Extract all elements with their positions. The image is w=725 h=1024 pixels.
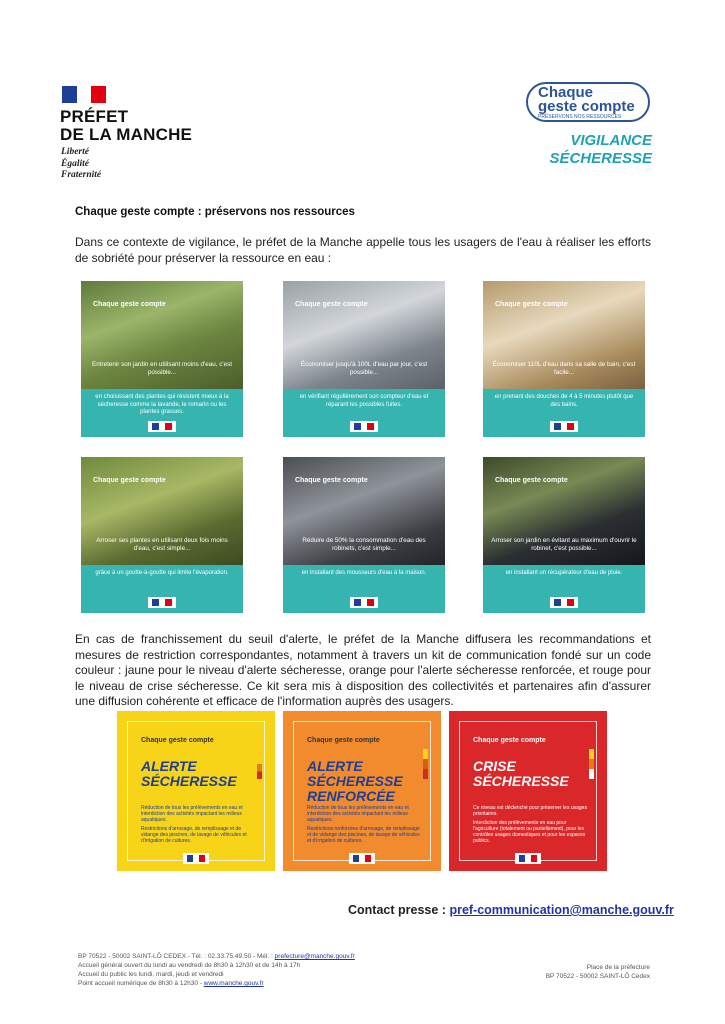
vigilance-line-1: VIGILANCE	[570, 132, 652, 149]
tile-advice: en installant des mousseurs d'eau à la maison.	[301, 570, 427, 576]
card-title-line-1: CRISE	[473, 758, 516, 774]
section-title: Chaque geste compte : préservons nos ressources	[75, 206, 355, 218]
campaign-logo-line-2: geste compte	[538, 98, 635, 115]
card-bullet-2: Restrictions renforcées d'arrosage, de remplissage et de vidange des piscines, de lavage de véhicules et d'irrigation de cultures.	[307, 826, 420, 844]
tile-caption: Économiser jusqu'à 100L d'eau par jour, c'est possible...	[300, 361, 428, 376]
card-bullets	[141, 805, 259, 847]
card-bullets	[307, 805, 425, 847]
footer-line-4	[78, 979, 355, 988]
tile-caption: Réduire de 50% la consommation d'eau des robinets, c'est simple...	[302, 537, 426, 552]
tile-logo: Chaque geste compte	[295, 477, 368, 484]
motto-fraternite: Fraternité	[61, 170, 102, 180]
flag-icon	[148, 421, 176, 432]
flag-icon	[550, 421, 578, 432]
motto-liberte: Liberté	[61, 147, 89, 157]
flag-icon	[183, 853, 209, 864]
card-bullet-1: Ce niveau est déclenché pour préserver les usages prioritaires.	[473, 805, 587, 817]
footer-postal	[520, 963, 650, 981]
tip-tile-rainwater	[483, 457, 645, 613]
prefecture-line-2: DE LA MANCHE	[60, 125, 193, 144]
card-title-line-1: ALERTE	[141, 758, 197, 774]
tile-caption: Entretenir son jardin en utilisant moins d'eau, c'est possible...	[92, 361, 232, 376]
footer-right-line-2: BP 70522 - 50002 SAINT-LÔ Cedex	[545, 973, 650, 980]
alert-card-red	[449, 711, 607, 871]
footer-phone-text: BP 70522 - 50002 SAINT-LÔ CEDEX - Tél. : 02.33.75.49.50 - Mél. :	[78, 953, 275, 960]
level-gauge-icon	[423, 749, 428, 779]
republic-flag-logo	[62, 86, 106, 103]
flag-icon	[349, 853, 375, 864]
campaign-logo-tagline: PRÉSERVONS NOS RESSOURCES	[538, 114, 622, 120]
tile-caption: Économiser 110L d'eau dans sa salle de bain, c'est facile...	[492, 361, 636, 376]
flag-icon	[148, 597, 176, 608]
level-gauge-icon	[257, 749, 262, 779]
tip-tile-garden	[81, 281, 243, 437]
footer-line-3: Accueil du public les lundi, mardi, jeudi et vendredi	[78, 971, 224, 978]
card-title	[473, 759, 569, 789]
footer-email-link[interactable]: prefecture@manche.gouv.fr	[274, 953, 355, 960]
campaign-logo-line-1: Chaque	[538, 84, 594, 101]
tile-logo: Chaque geste compte	[495, 301, 568, 308]
tile-logo: Chaque geste compte	[93, 301, 166, 308]
press-contact	[348, 903, 674, 917]
prefecture-line-1: PRÉFET	[60, 107, 129, 126]
tip-tile-aerator	[283, 457, 445, 613]
card-bullets	[473, 805, 591, 847]
tile-logo: Chaque geste compte	[295, 301, 368, 308]
card-title-line-2: SÉCHERESSE	[473, 773, 569, 789]
card-bullet-2: Restrictions d'arrosage, de remplissage et de vidange des piscines, de lavage de véhicules et d'irrigation de cultures.	[141, 826, 247, 844]
vigilance-line-2: SÉCHERESSE	[549, 150, 652, 167]
card-bullet-1: Réduction de tous les prélèvements en eau et interdiction des activités impactant les milieux aquatiques.	[307, 805, 409, 823]
tile-advice: grâce à un goutte-à-goutte qui limite l'évaporation.	[95, 570, 229, 576]
tile-advice: en vérifiant régulièrement son compteur d'eau et réparant les possibles fuites.	[299, 394, 429, 408]
card-logo: Chaque geste compte	[473, 737, 546, 744]
card-title-line-2: SÉCHERESSE	[141, 773, 237, 789]
alert-card-yellow	[117, 711, 275, 871]
republic-motto	[61, 147, 101, 182]
card-logo: Chaque geste compte	[141, 737, 214, 744]
tip-tile-drip	[81, 457, 243, 613]
level-gauge-icon	[589, 749, 594, 779]
tile-advice: en choisissant des plantes qui résistent mieux à la sécheresse comme la lavande, le romarin ou les plantes grasses.	[95, 394, 229, 415]
campaign-logo	[526, 82, 650, 122]
intro-paragraph: Dans ce contexte de vigilance, le préfet de la Manche appelle tous les usagers de l'eau à réaliser les efforts de sobriété pour préserver la ressource en eau :	[75, 235, 651, 265]
press-contact-label: Contact presse :	[348, 903, 446, 917]
flag-icon	[350, 421, 378, 432]
tile-logo: Chaque geste compte	[495, 477, 568, 484]
prefecture-name	[60, 108, 192, 144]
tip-tile-shower	[483, 281, 645, 437]
motto-egalite: Égalité	[61, 158, 89, 169]
card-title-line-2: SÉCHERESSE	[307, 773, 403, 789]
alert-paragraph: En cas de franchissement du seuil d'alerte, le préfet de la Manche diffusera les recommandations et mesures de restriction correspondantes, notamment à travers un kit de communication fondé sur un code couleur : jaune pour le niveau d'alerte sécheresse, orange pour l'alerte sécheresse renforcée, et rouge pour le niveau de crise sécheresse. Ce kit sera mis à disposition des collectivités et partenaires afin d'assurer une diffusion cohérente et efficace de l'information auprès des usagers.	[75, 632, 651, 708]
tile-advice: en installant un récupérateur d'eau de pluie.	[505, 570, 623, 576]
footer-hours-text: Point accueil numérique de 8h30 à 12h30 -	[78, 980, 204, 987]
flag-icon	[515, 853, 541, 864]
footer-address	[78, 952, 355, 988]
footer-right-line-1: Place de la préfecture	[586, 964, 650, 971]
card-title	[141, 759, 237, 789]
tile-caption: Arroser son jardin en évitant au maximum d'ouvrir le robinet, c'est possible...	[491, 537, 637, 552]
card-title-line-1: ALERTE	[307, 758, 363, 774]
flag-icon	[550, 597, 578, 608]
vigilance-heading	[540, 132, 652, 168]
tip-tile-leak	[283, 281, 445, 437]
card-title	[307, 759, 403, 804]
card-logo: Chaque geste compte	[307, 737, 380, 744]
alert-card-orange	[283, 711, 441, 871]
card-bullet-2: Interdiction des prélèvements en eau pour l'agriculture (totalement ou partiellement), pour les contrôles usages domestiques et pour les espaces publics.	[473, 820, 586, 844]
footer-line-2: Accueil général ouvert du lundi au vendredi de 8h30 à 12h30 et de 14h à 17h	[78, 962, 301, 969]
tile-logo: Chaque geste compte	[93, 477, 166, 484]
flag-icon	[350, 597, 378, 608]
card-title-line-3: RENFORCÉE	[307, 788, 395, 804]
tile-advice: en prenant des douches de 4 à 5 minutes plutôt que des bains.	[494, 394, 634, 408]
footer-website-link[interactable]: www.manche.gouv.fr	[203, 980, 264, 987]
tile-caption: Arroser ses plantes en utilisant deux fois moins d'eau, c'est simple...	[96, 537, 228, 552]
card-bullet-1: Réduction de tous les prélèvements en eau et interdiction des activités impactant les milieux aquatiques.	[141, 805, 243, 823]
press-contact-email-link[interactable]: pref-communication@manche.gouv.fr	[449, 903, 674, 917]
footer-line-1	[78, 952, 355, 961]
